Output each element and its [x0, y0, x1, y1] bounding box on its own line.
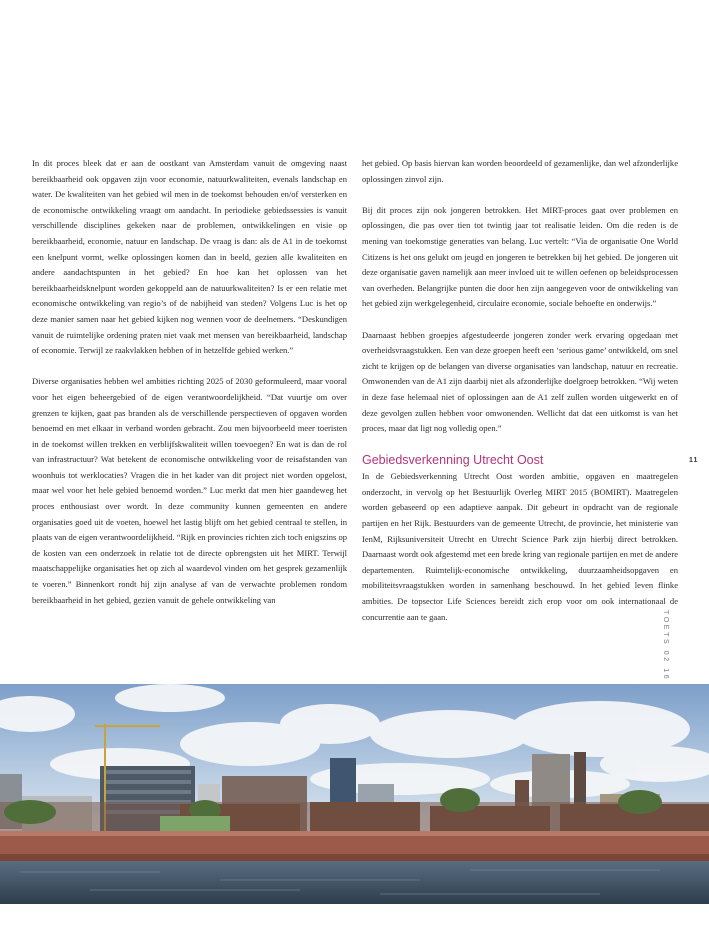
paragraph: In de Gebiedsverkenning Utrecht Oost worden ambitie, opgaven en maatregelen onderzocht, in vervolg op het Bestuurlijk Overleg MIRT 2015 (BOMIRT). Maatregelen worden gebaseerd op een adaptieve aanpak. Dit gebeurt in opdracht van de regionale partijen en het Rijk. Bestuurders van de gemeente Utrecht, de provincie, het ministerie van IenM, Rijksuniversiteit Utrecht en Utrecht Science Park zijn hierbij direct betrokken. Daarnaast wordt ook afgestemd met een brede kring van regionale partijen en met de andere departementen. Ruimtelijk-economische ontwikkeling, duurzaamheidsopgaven en mobiliteitsvraagstukken worden in samenhang beschouwd. In het gebied leven flinke ambities. De topsector Life Sciences bereidt zich erop voor om ook internationaal de concurrentie aan te gaan.	[362, 471, 678, 622]
page-number: 11	[689, 457, 699, 464]
paragraph: Diverse organisaties hebben wel ambities richting 2025 of 2030 geformuleerd, maar vooral voor het eigen beheergebied of de eigen verantwoordelijkheid. “Dat vuurtje om over grenzen te kijken, gaat pas branden als de verschillende perspectieven of opgaven worden benoemd en met elkaar in verband worden gebracht. Zou men bijvoorbeeld meer toeristen in de toekomst willen trekken en verblijfskwaliteit willen toevoegen? En wat is dan de rol van infrastructuur? Wat betekent de economische ontwikkeling voor de reisafstanden van woonhuis tot werklocaties? Vragen die in het kader van dit project niet worden opgelost, maar wel voor het hele gebied benoemd worden.” Luc merkt dat men hier gaandeweg het proces enthousiast over wordt. In deze community kunnen gemeenten en andere organisaties goed uit de voeten, hoewel het lastig blijft om het gebied centraal te stellen, in plaats van de eigen verantwoordelijkheid. “Rijk en provincies richten zich toch enigszins op de kosten van een onderzoek in relatie tot de directe opbrengsten uit het MIRT. Terwijl maatschappelijke organisaties het op zich al waardevol vinden om het gesprek gezamenlijk te voeren.” Binnenkort rondt hij zijn analyse af van de verwachte problemen rondom bereikbaarheid in het gebied, gezien vanuit de gehele ontwikkeling van	[32, 376, 347, 605]
paragraph: Bij dit proces zijn ook jongeren betrokken. Het MIRT-proces gaat over problemen en oplossingen, die pas over tien tot twintig jaar tot realisatie leiden. Om die reden is de mening van toekomstige generaties van belang. Luc vertelt: “Via de organisatie One World Citizens is het ons gelukt om jeugd en jongeren te betrekken bij het gebied. De jongeren uit deze organisatie gaven namelijk aan meer invloed uit te willen oefenen op beleidsprocessen van overheden. Belangrijke punten die door hen zijn aangegeven voor de ontwikkeling van het gebied zijn werkgelegenheid, circulaire economie, sociale behoefte en onderwijs.”	[362, 204, 678, 309]
section-heading: Gebiedsverkenning Utrecht Oost	[362, 453, 544, 468]
city-skyline-photo	[0, 684, 709, 904]
magazine-issue-label: TOETS 02 16	[662, 610, 669, 682]
paragraph: In dit proces bleek dat er aan de oostkant van Amsterdam vanuit de omgeving naast bereikbaarheid ook opgaven zijn voor economie, natuurkwaliteiten, evenals landschap en water. De kwaliteiten van het gebied wil men in de toekomst behouden en/of versterken en de economische ontwikkeling vraagt om aandacht. In periodieke gebiedssessies is vanuit verschillende disciplines gekeken naar de problemen, ontwikkelingen en visie op bereikbaarheid, economie, natuur en landschap. De vraag is dan: als de A1 in de toekomst een knelpunt vormt, welke oplossingen komen dan in beeld, gezien alle kwaliteiten en andere aandachtspunten in het gebied? En hoe kan het oplossen van het bereikbaarheidsknelpunt worden gekoppeld aan de natuurkwaliteiten? Is er een relatie met economische ontwikkeling van regio’s of de nabijheid van steden? Volgens Luc is het op deze manier samen naar het gebied kijken nog wennen voor de deelnemers. “Deskundigen vanuit de ruimtelijke ordening praten niet vaak met mensen van bereikbaarheid, landschap of economie. Terwijl ze raakvlakken hebben of in hetzelfde gebied werken.”	[32, 158, 347, 356]
paragraph: Daarnaast hebben groepjes afgestudeerde jongeren zonder werk ervaring opgedaan met overheidsvraagstukken. Een van deze groepen heeft een ‘serious game’ ontwikkeld, om snel zicht te krijgen op de belangen van diverse organisaties van landschap, natuur en recreatie. Omwonenden van de A1 zijn daarbij niet als afzonderlijke doelgroep betrokken. “Wij weten in deze fase helemaal niet of oplossingen aan de A1 zelf zullen worden uitgewerkt en of deze gevolgen zullen hebben voor omwonenden. Wellicht dat dat een uitkomst is van het proces, maar dat ligt nog volledig open.”	[362, 329, 678, 434]
article-column-right	[362, 156, 678, 625]
paragraph: het gebied. Op basis hiervan kan worden beoordeeld of gezamenlijke, dan wel afzonderlijke oplossingen zinvol zijn.	[362, 158, 678, 184]
article-column-left	[32, 156, 347, 608]
